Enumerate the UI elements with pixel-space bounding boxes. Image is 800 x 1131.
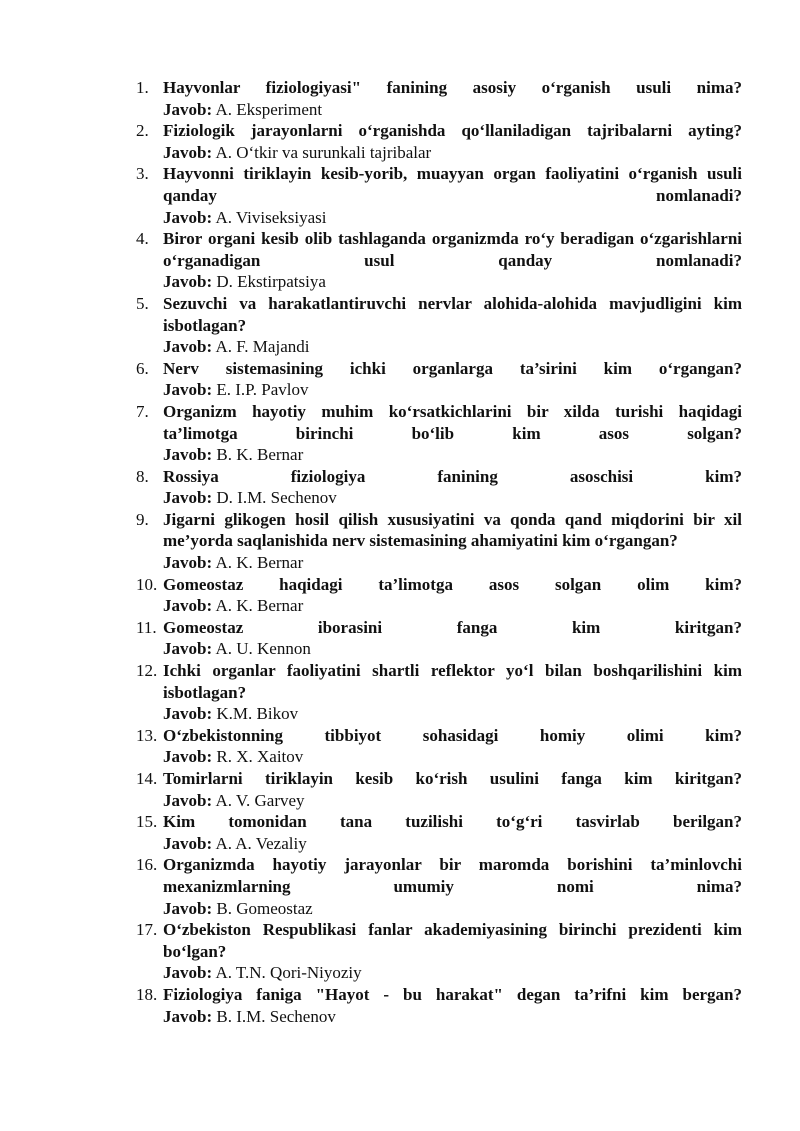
answer-line <box>163 142 742 164</box>
answer-line <box>163 638 742 660</box>
answer-label: Javob: <box>163 639 213 659</box>
list-item <box>136 293 742 358</box>
question-number: 16. <box>136 855 158 875</box>
answer-label: Javob: <box>163 337 213 357</box>
question-number: 6. <box>136 358 149 378</box>
list-item <box>136 228 742 293</box>
question-text: O‘zbekiston Respublikasi fanlar akademiyasining birinchi prezidenti kim bo‘lgan? <box>163 920 742 961</box>
answer-label: Javob: <box>163 553 213 573</box>
answer-label: Javob: <box>163 272 213 292</box>
answer-text: A. A. Vezaliy <box>215 833 307 853</box>
question-text: Hayvonni tiriklayin kesib-yorib, muayyan organ faoliyatini o‘rganish usuli qanday nomlanadi? <box>163 164 742 205</box>
answer-text: A. Eksperiment <box>215 99 323 119</box>
answer-line <box>163 336 742 358</box>
answer-text: E. I.P. Pavlov <box>216 380 309 400</box>
answer-line <box>163 703 742 725</box>
answer-text: A. U. Kennon <box>215 639 311 659</box>
answer-text: B. Gomeostaz <box>216 898 313 918</box>
answer-line <box>163 833 742 855</box>
answer-label: Javob: <box>163 790 213 810</box>
question-number: 7. <box>136 401 149 421</box>
answer-label: Javob: <box>163 445 213 465</box>
question-number: 11. <box>136 617 157 637</box>
answer-text: K.M. Bikov <box>216 704 299 724</box>
list-item <box>136 984 742 1027</box>
answer-line <box>163 595 742 617</box>
answer-line <box>163 99 742 121</box>
list-item <box>136 509 742 574</box>
question-text: Organizmda hayotiy jarayonlar bir maromda borishini ta’minlovchi mexanizmlarning umumiy nomi nima? <box>163 855 742 896</box>
question-number: 5. <box>136 293 149 313</box>
question-number: 8. <box>136 466 149 486</box>
question-text: Hayvonlar fiziologiyasi" fanining asosiy o‘rganish usuli nima? <box>163 78 742 97</box>
question-number: 13. <box>136 725 158 745</box>
answer-label: Javob: <box>163 207 213 227</box>
answer-text: A. T.N. Qori-Niyoziy <box>215 963 362 983</box>
answer-line <box>163 207 742 229</box>
answer-label: Javob: <box>163 142 213 162</box>
answer-text: A. K. Bernar <box>215 596 304 616</box>
list-item <box>136 358 742 401</box>
answer-label: Javob: <box>163 488 213 508</box>
question-text: Tomirlarni tiriklayin kesib ko‘rish usulini fanga kim kiritgan? <box>163 769 742 788</box>
answer-text: A. Viviseksiyasi <box>215 207 327 227</box>
question-number: 9. <box>136 509 149 529</box>
list-item <box>136 120 742 163</box>
answer-line <box>163 444 742 466</box>
answer-line <box>163 379 742 401</box>
question-text: Kim tomonidan tana tuzilishi to‘g‘ri tasvirlab berilgan? <box>163 812 742 832</box>
question-text: Fiziologiya faniga "Hayot - bu harakat" degan ta’rifni kim bergan? <box>163 984 742 1004</box>
answer-text: B. I.M. Sechenov <box>216 1006 336 1026</box>
question-number: 3. <box>136 164 149 184</box>
question-text: Gomeostaz haqidagi ta’limotga asos solgan olim kim? <box>163 574 742 594</box>
answer-label: Javob: <box>163 1006 213 1026</box>
answer-label: Javob: <box>163 963 213 983</box>
answer-line <box>163 271 742 293</box>
list-item <box>136 466 742 509</box>
answer-line <box>163 898 742 920</box>
question-number: 15. <box>136 812 158 832</box>
answer-text: A. K. Bernar <box>215 553 304 573</box>
question-text: Nerv sistemasining ichki organlarga ta’sirini kim o‘rgangan? <box>163 358 742 378</box>
question-text: Biror organi kesib olib tashlaganda organizmda ro‘y beradigan o‘zgarishlarni o‘rganadigan usul qanday nomlanadi? <box>163 229 742 270</box>
question-text: Gomeostaz iborasini fanga kim kiritgan? <box>163 617 742 637</box>
question-number: 14. <box>136 769 158 788</box>
list-item <box>136 401 742 466</box>
answer-text: A. O‘tkir va surunkali tajribalar <box>215 142 432 162</box>
list-item <box>136 768 742 811</box>
answer-text: R. X. Xaitov <box>216 747 304 767</box>
answer-label: Javob: <box>163 380 213 400</box>
answer-line <box>163 790 742 812</box>
answer-label: Javob: <box>163 704 213 724</box>
answer-text: B. K. Bernar <box>216 445 304 465</box>
question-number: 2. <box>136 121 149 141</box>
question-text: Sezuvchi va harakatlantiruvchi nervlar alohida-alohida mavjudligini kim isbotlagan? <box>163 293 742 335</box>
list-item <box>136 574 742 617</box>
question-text: Ichki organlar faoliyatini shartli reflektor yo‘l bilan boshqarilishini kim isbotlagan? <box>163 661 742 702</box>
answer-text: A. F. Majandi <box>215 337 310 357</box>
answer-line <box>163 552 742 574</box>
answer-line <box>163 487 742 509</box>
answer-text: A. V. Garvey <box>215 790 305 810</box>
answer-line <box>163 1006 742 1028</box>
answer-line <box>163 962 742 984</box>
answer-text: D. Ekstirpatsiya <box>216 272 326 292</box>
question-text: Rossiya fiziologiya fanining asoschisi kim? <box>163 466 742 486</box>
question-number: 10. <box>136 574 158 594</box>
list-item <box>136 163 742 228</box>
question-number: 17. <box>136 920 158 940</box>
answer-text: D. I.M. Sechenov <box>216 488 337 508</box>
question-number: 4. <box>136 229 149 249</box>
answer-line <box>163 746 742 768</box>
answer-label: Javob: <box>163 747 213 767</box>
question-text: Fiziologik jarayonlarni o‘rganishda qo‘llaniladigan tajribalarni ayting? <box>163 121 742 141</box>
question-number: 1. <box>136 78 149 97</box>
list-item <box>136 77 742 120</box>
list-item <box>136 919 742 984</box>
question-number: 12. <box>136 661 158 681</box>
list-item <box>136 854 742 919</box>
list-item <box>136 617 742 660</box>
question-text: Jigarni glikogen hosil qilish xususiyatini va qonda qand miqdorini bir xil me’yorda saqlanishida nerv sistemasining ahamiyatini kim o‘rgangan? <box>163 509 742 551</box>
answer-label: Javob: <box>163 833 213 853</box>
list-item <box>136 725 742 768</box>
list-item <box>136 811 742 854</box>
question-list <box>136 77 742 1027</box>
question-text: Organizm hayotiy muhim ko‘rsatkichlarini bir xilda turishi haqidagi ta’limotga birinchi bo‘lib kim asos solgan? <box>163 401 742 443</box>
answer-label: Javob: <box>163 596 213 616</box>
question-text: O‘zbekistonning tibbiyot sohasidagi homiy olimi kim? <box>163 725 742 745</box>
answer-label: Javob: <box>163 99 213 119</box>
question-number: 18. <box>136 984 158 1004</box>
list-item <box>136 660 742 725</box>
answer-label: Javob: <box>163 898 213 918</box>
